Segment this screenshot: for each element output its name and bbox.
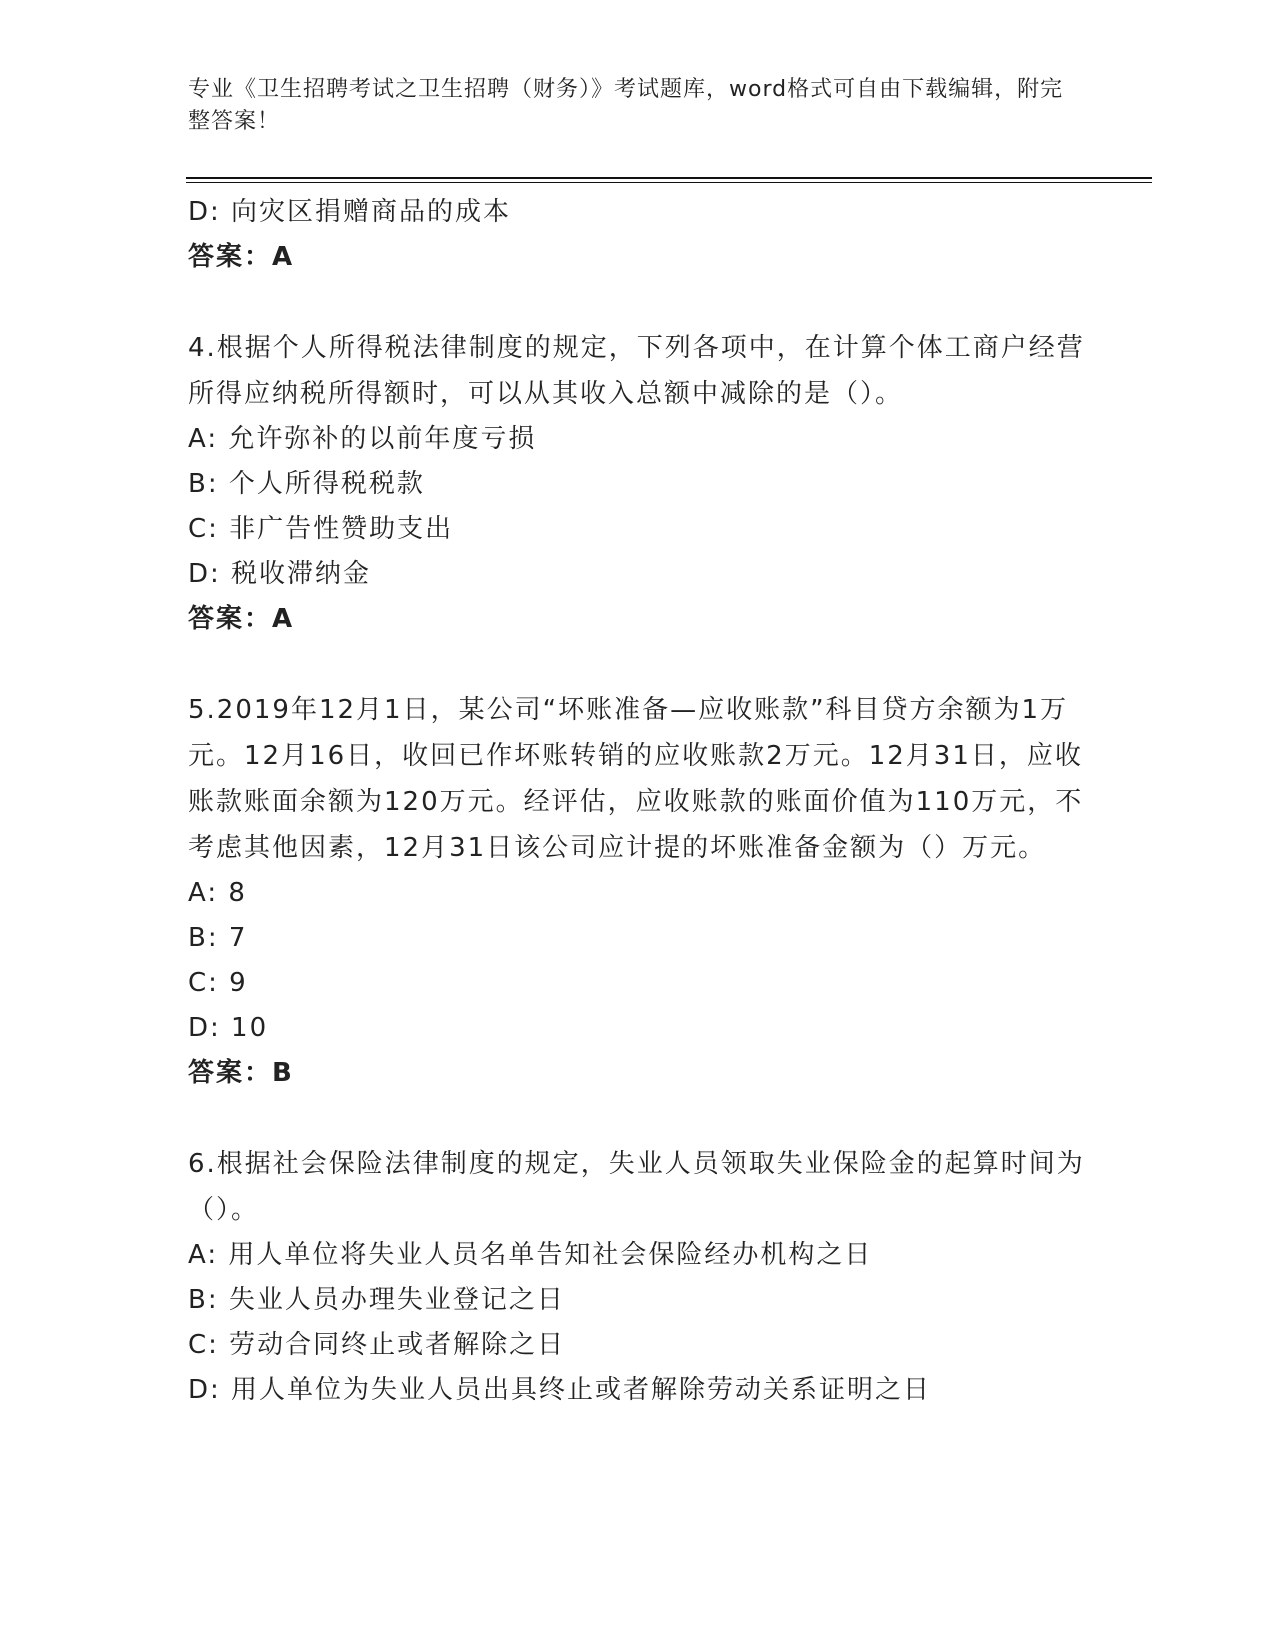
prev-option-d: D: 向灾区捐赠商品的成本 — [188, 197, 512, 227]
option-a: A: 用人单位将失业人员名单告知社会保险经办机构之日 — [188, 1240, 873, 1270]
option-a: A: 允许弥补的以前年度亏损 — [188, 424, 537, 454]
prev-answer: 答案：A — [188, 242, 295, 272]
option-b: B: 失业人员办理失业登记之日 — [188, 1285, 565, 1315]
question-text: 6.根据社会保险法律制度的规定，失业人员领取失业保险金的起算时间为（）。 — [188, 1149, 1085, 1225]
question-5 — [188, 687, 1088, 1096]
spacer — [188, 280, 1088, 325]
document-header: 专业《卫生招聘考试之卫生招聘（财务）》考试题库，word格式可自由下载编辑，附完整答案！ — [188, 77, 1064, 134]
answer: 答案：B — [188, 1058, 294, 1088]
spacer — [188, 1096, 1088, 1141]
option-b: B: 7 — [188, 923, 248, 953]
option-b: B: 个人所得税税款 — [188, 469, 425, 499]
option-c: C: 非广告性赞助支出 — [188, 514, 454, 544]
spacer — [188, 642, 1088, 687]
question-text: 4.根据个人所得税法律制度的规定，下列各项中，在计算个体工商户经营所得应纳税所得额时，可以从其收入总额中减除的是（）。 — [188, 333, 1085, 409]
question-list — [188, 190, 1088, 1413]
question-4 — [188, 325, 1088, 642]
option-c: C: 9 — [188, 968, 248, 998]
option-a: A: 8 — [188, 878, 247, 908]
header-rule-thick — [186, 177, 1152, 179]
option-d: D: 10 — [188, 1013, 269, 1043]
option-d: D: 用人单位为失业人员出具终止或者解除劳动关系证明之日 — [188, 1375, 932, 1405]
option-d: D: 税收滞纳金 — [188, 559, 372, 589]
question-text: 5.2019年12月1日，某公司“坏账准备—应收账款”科目贷方余额为1万元。12月16日，收回已作坏账转销的应收账款2万元。12月31日，应收账款账面余额为120万元。经评估，应收账款的账面价值为110万元，不考虑其他因素，12月31日该公司应计提的坏账准备金额为（）万元。 — [188, 695, 1084, 863]
question-6 — [188, 1141, 1088, 1413]
answer: 答案：A — [188, 604, 295, 634]
header-rule-thin — [186, 182, 1152, 183]
option-c: C: 劳动合同终止或者解除之日 — [188, 1330, 566, 1360]
